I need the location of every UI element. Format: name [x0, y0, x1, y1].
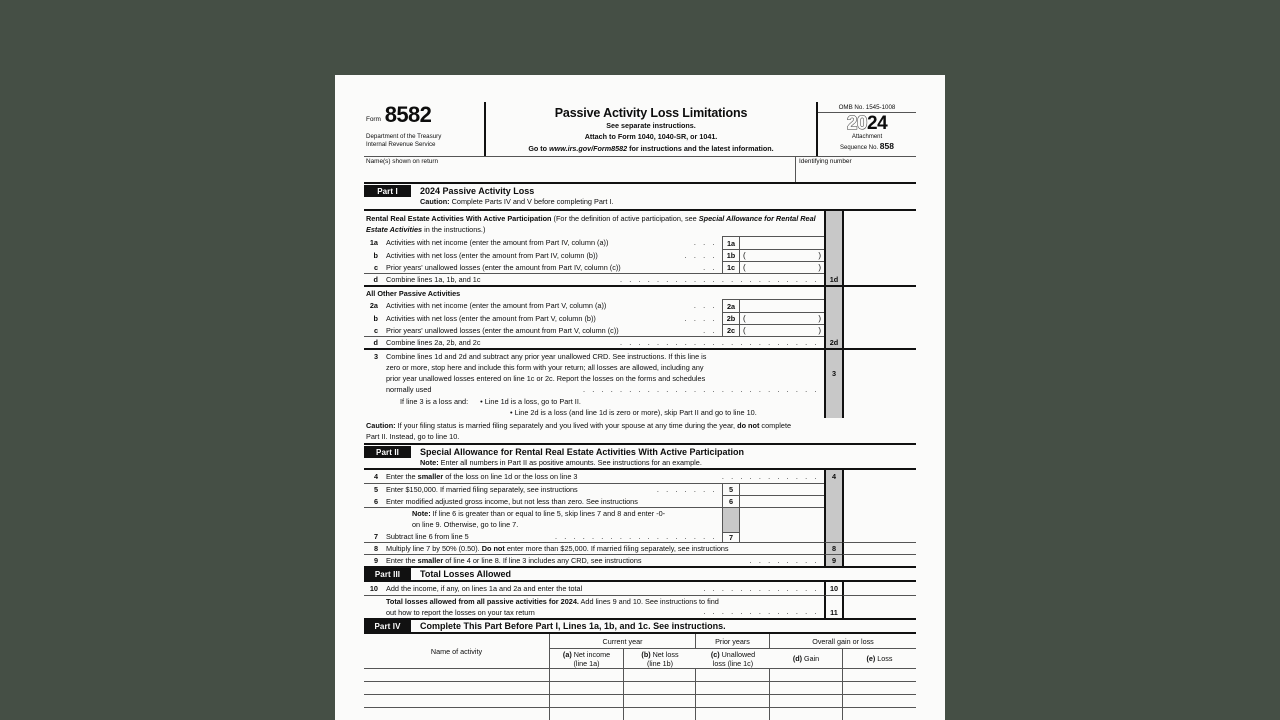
column-a-sub: (line 1a) [573, 658, 600, 668]
column-b-letter: (b) [641, 649, 651, 659]
identifying-number-label: Identifying number [799, 158, 852, 166]
line-9-text [384, 555, 642, 566]
part-1-caution-text: Complete Parts IV and V before completing Part I. [449, 197, 614, 207]
line-3-condition-lead: If line 3 is a loss and: [400, 397, 469, 407]
line-1c-box-label: 1c [726, 263, 736, 273]
part-2-badge: Part II [364, 446, 411, 458]
table-cell[interactable] [843, 707, 916, 720]
line-5-box-label: 5 [728, 485, 734, 495]
line-2b-number: b [373, 313, 378, 323]
line-6-row [364, 495, 916, 507]
line-6-note-bold: Note: [412, 509, 431, 519]
line-2d-box-label: 2d [829, 337, 839, 347]
table-cell[interactable] [624, 707, 696, 720]
line-5-text: Enter $150,000. If married filing separately, see instructions [386, 485, 578, 495]
omb-number: OMB No. 1545-1008 [818, 102, 916, 113]
form-word: Form [366, 115, 381, 123]
part-1-header [364, 184, 916, 206]
line-10-box-label: 10 [829, 584, 839, 594]
line-2c-leader: . . [703, 325, 717, 335]
paren-close: ) [818, 314, 821, 324]
line-1c-input[interactable] [739, 261, 824, 273]
column-e-text: Loss [875, 654, 893, 664]
part-1-bottom-caution [364, 418, 916, 443]
line-7-leader: . . . . . . . . . . . . . . . . . . [555, 531, 717, 541]
line-1b-box-label: 1b [726, 251, 736, 261]
line-7-block [364, 507, 916, 542]
form-sheet [364, 102, 916, 720]
rental-heading-rest: (For the definition of active participation, see [551, 214, 699, 224]
line-1c-number: c [373, 262, 378, 272]
line-2b-box-label: 2b [726, 314, 736, 324]
paren-open: ( [743, 326, 746, 336]
line-11-box-label: 11 [830, 608, 838, 618]
line-3-bullet-1-text: Line 1d is a loss, go to Part II. [484, 397, 581, 407]
tax-year [818, 113, 916, 134]
form-subtitle-1: See separate instructions. [606, 121, 696, 130]
line-2c-number: c [373, 325, 378, 335]
shade-col [824, 211, 842, 236]
line-1c-leader: . . [703, 262, 717, 272]
table-row [364, 694, 916, 707]
identifying-number-cell[interactable] [796, 157, 916, 182]
line-9-row [364, 554, 916, 566]
part-1-caution-bold: Caution: [420, 197, 450, 207]
line-6-text: Enter modified adjusted gross income, but not less than zero. See instructions [386, 496, 638, 506]
line-1d-text: Combine lines 1a, 1b, and 1c [386, 275, 481, 285]
line-2d-leader: . . . . . . . . . . . . . . . . . . . . . . [620, 338, 819, 348]
line-6-number: 6 [373, 496, 378, 506]
line-9-input[interactable] [842, 554, 916, 566]
line-10-input[interactable] [842, 582, 916, 595]
line-6-note-1 [364, 507, 722, 519]
column-c-sub: loss (line 1c) [712, 658, 754, 668]
line-2c-box-label: 2c [726, 326, 736, 336]
table-row [364, 707, 916, 720]
line-3-text-4 [384, 384, 824, 395]
table-cell[interactable] [624, 681, 696, 694]
column-a [563, 650, 610, 668]
table-cell[interactable] [550, 707, 624, 720]
total-col [842, 211, 916, 236]
tax-year-short: 24 [867, 113, 888, 134]
line-11-number-spacer-2 [364, 607, 384, 618]
line-2d-row [364, 336, 916, 348]
rental-heading [366, 213, 820, 235]
line-1d-number: d [373, 275, 378, 285]
line-3-text-4-label: normally used [386, 385, 432, 395]
part-2-header [364, 445, 916, 458]
part-2-note-bold: Note: [420, 458, 439, 468]
line-1c-row [364, 261, 916, 273]
table-cell[interactable] [550, 668, 624, 681]
omb-block [818, 102, 916, 156]
line-2a-text: Activities with net income (enter the amount from Part V, column (a)) [386, 301, 607, 311]
line-1a-input[interactable] [739, 236, 824, 249]
line-8-number: 8 [373, 544, 378, 554]
table-cell[interactable] [364, 707, 550, 720]
form-subtitle-3 [490, 144, 812, 154]
table-cell[interactable] [364, 681, 550, 694]
line-4-leader: . . . . . . . . . . . [721, 472, 819, 482]
line-2d-text: Combine lines 2a, 2b, and 2c [386, 338, 481, 348]
rental-heading-bold: Rental Real Estate Activities With Active Participation [366, 214, 552, 224]
line-4-box-label: 4 [831, 472, 837, 482]
line-1b-text: Activities with net loss (enter the amount from Part IV, column (b)) [386, 250, 598, 260]
line-2a-leader: . . . [693, 301, 717, 311]
taxpayer-identity-row [364, 157, 916, 184]
line-8-emphasis: Do not [481, 544, 505, 554]
line-3-row [364, 350, 916, 418]
line-10-number: 10 [369, 584, 378, 594]
line-8-row [364, 542, 916, 554]
line-11-rest: Add lines 9 and 10. See instructions to find [578, 597, 719, 607]
line-9-number: 9 [373, 556, 378, 566]
form-subtitle-2: Attach to Form 1040, 1040-SR, or 1041. [584, 132, 718, 142]
part-4-header [364, 620, 916, 632]
table-cell[interactable] [696, 707, 770, 720]
rental-heading-row [364, 211, 916, 236]
line-3-number: 3 [373, 352, 378, 362]
tax-year-century: 20 [846, 113, 867, 134]
line-11-row [364, 595, 916, 618]
line-2a-input[interactable] [739, 299, 824, 312]
form-number: 8582 [384, 102, 432, 127]
line-9-pre: Enter the [386, 556, 418, 566]
column-c-letter: (c) [710, 649, 720, 659]
line-11-input[interactable] [842, 595, 916, 618]
line-1a-number: 1a [369, 238, 378, 248]
table-cell[interactable] [770, 694, 843, 707]
column-name-of-activity: Name of activity [430, 646, 483, 656]
line-6-note-text-1: If line 6 is greater than or equal to line 5, skip lines 7 and 8 and enter -0- [430, 509, 666, 519]
line-5-number: 5 [373, 485, 378, 495]
line-4-number: 4 [373, 472, 378, 482]
line-7-number: 7 [373, 531, 378, 541]
line-6-box-label: 6 [728, 497, 734, 507]
column-c [711, 650, 755, 668]
column-b-text: Net loss [650, 649, 679, 659]
bottom-caution-donot: do not [737, 421, 760, 431]
line-2c-text: Prior years' unallowed losses (enter the amount from Part V, column (c)) [386, 325, 619, 335]
column-d-text: Gain [802, 654, 820, 664]
table-row [364, 681, 916, 694]
form-identity-block [364, 102, 486, 156]
line-10-row [364, 582, 916, 595]
table-cell[interactable] [624, 694, 696, 707]
column-c-text: Unallowed [719, 649, 756, 659]
line-3-condition-1 [384, 395, 824, 407]
line-1a-box-label: 1a [726, 238, 736, 248]
paren-open: ( [743, 314, 746, 324]
line-2c-row [364, 324, 916, 336]
part-3-title: Total Losses Allowed [420, 569, 512, 580]
department-line-1: Department of the Treasury [366, 132, 442, 140]
group-current-year-label: Current year [550, 634, 696, 649]
line-3-condition-2: • Line 2d is a loss (and line 1d is zero or more), skip Part II and go to line 10. [510, 408, 757, 418]
line-5-input[interactable] [739, 483, 824, 495]
bottom-caution-bold: Caution: [366, 421, 396, 431]
group-prior-years [696, 634, 770, 668]
paren-close: ) [818, 326, 821, 336]
line-2a-number: 2a [369, 301, 378, 311]
line-2d-number: d [373, 338, 378, 348]
name-field-label: Name(s) shown on return [366, 158, 439, 166]
part-1-badge: Part I [364, 185, 411, 197]
line-1b-leader: . . . . [684, 250, 717, 260]
line-4-emphasis: smaller [417, 472, 444, 482]
sequence-label: Sequence No. [840, 145, 880, 152]
line-7-input[interactable] [739, 507, 824, 542]
line-3-text-3: prior year unallowed losses entered on line 1c or 2c. Report the losses on the forms and schedules [386, 374, 706, 384]
paren-open: ( [743, 263, 746, 273]
line-1d-box-label: 1d [829, 274, 839, 284]
line-3-box-label: 3 [831, 368, 837, 378]
form-title: Passive Activity Loss Limitations [554, 106, 748, 120]
rental-heading-end: in the instructions.) [422, 225, 486, 235]
sequence-number: 858 [879, 141, 894, 152]
line-6-note-2: on line 9. Otherwise, go to line 7. [412, 520, 519, 530]
form-page [335, 75, 945, 720]
line-8-pre: Multiply line 7 by 50% (0.50). [386, 544, 482, 554]
line-11-text-2: out how to report the losses on your tax return [386, 608, 535, 618]
table-cell[interactable] [843, 681, 916, 694]
line-3-text-2: zero or more, stop here and include this form with your return; all losses are allowed, including any [386, 363, 704, 373]
line-7-text: Subtract line 6 from line 5 [386, 531, 469, 541]
line-8-text [384, 543, 729, 554]
line-8-box-label: 8 [831, 544, 837, 554]
goto-prefix: Go to [528, 143, 550, 153]
line-1c-text: Prior years' unallowed losses (enter the amount from Part IV, column (c)) [386, 262, 621, 272]
line-5-row [364, 483, 916, 495]
table-cell[interactable] [770, 668, 843, 681]
column-e [867, 654, 893, 663]
line-3-bullet-1: • Line 1d is a loss, go to Part II. [480, 397, 581, 407]
bottom-caution-3: Part II. Instead, go to line 10. [366, 432, 460, 442]
line-1d-leader: . . . . . . . . . . . . . . . . . . . . . . [620, 275, 819, 285]
part-4-badge: Part IV [364, 620, 411, 632]
other-activities-heading: All Other Passive Activities [366, 289, 461, 299]
line-11-number-spacer [364, 596, 384, 607]
column-e-letter: (e) [866, 654, 876, 664]
line-2b-leader: . . . . [684, 313, 717, 323]
line-3-input[interactable] [842, 350, 916, 418]
department-line-2: Internal Revenue Service [366, 140, 436, 148]
line-2c-input[interactable] [739, 324, 824, 336]
line-6-input[interactable] [739, 495, 824, 507]
column-a-letter: (a) [562, 649, 572, 659]
group-prior-years-label: Prior years [696, 634, 770, 649]
table-cell[interactable] [364, 694, 550, 707]
goto-suffix: for instructions and the latest information. [627, 143, 774, 153]
bottom-caution-2: complete [759, 421, 792, 431]
attachment-sequence [818, 134, 916, 154]
name-field-cell[interactable] [364, 157, 796, 182]
line-2a-row [364, 299, 916, 312]
line-9-post: of line 4 or line 8. If line 3 includes any CRD, see instructions [443, 556, 642, 566]
part-2-note-text: Enter all numbers in Part II as positive amounts. See instructions for an example. [438, 458, 702, 468]
part-4-table [364, 634, 916, 720]
line-2b-row [364, 312, 916, 324]
line-11-leader: . . . . . . . . . . . . . [703, 607, 819, 617]
column-a-text: Net income [571, 649, 611, 659]
line-8-input[interactable] [842, 542, 916, 554]
paren-close: ) [818, 251, 821, 261]
line-9-emphasis: smaller [417, 556, 444, 566]
table-cell[interactable] [696, 681, 770, 694]
line-4-text [384, 471, 577, 482]
line-1b-number: b [373, 250, 378, 260]
line-8-post: enter more than $25,000. If married filing separately, see instructions [504, 544, 729, 554]
group-overall-label: Overall gain or loss [770, 634, 916, 649]
table-cell[interactable] [550, 694, 624, 707]
line-9-box-label: 9 [831, 556, 837, 566]
form-title-block [486, 102, 818, 156]
form-masthead [364, 102, 916, 157]
line-1d-input[interactable] [842, 273, 916, 285]
line-1a-text: Activities with net income (enter the amount from Part IV, column (a)) [386, 238, 609, 248]
table-cell[interactable] [843, 668, 916, 681]
line-5-leader: . . . . . . . [656, 485, 717, 495]
table-cell[interactable] [843, 694, 916, 707]
part-4-group-header-row [364, 634, 916, 668]
group-overall [770, 634, 916, 668]
line-1b-row [364, 249, 916, 261]
part-2-title: Special Allowance for Rental Real Estate Activities With Active Participation [420, 447, 745, 458]
paren-open: ( [743, 251, 746, 261]
other-activities-heading-row [364, 287, 916, 299]
line-4-input[interactable] [842, 470, 916, 483]
line-2a-box-label: 2a [726, 301, 736, 311]
part-2-note [364, 458, 916, 468]
paren-close: ) [818, 263, 821, 273]
line-1a-row [364, 236, 916, 249]
line-2b-text: Activities with net loss (enter the amount from Part V, column (b)) [386, 313, 596, 323]
column-d-letter: (d) [792, 654, 802, 664]
part-3-badge: Part III [364, 568, 411, 580]
line-2d-input[interactable] [842, 336, 916, 348]
part-4-rows [364, 668, 916, 720]
line-3-bullet-2-text: Line 2d is a loss (and line 1d is zero or more), skip Part II and go to line 10. [514, 408, 757, 418]
line-1b-input[interactable] [739, 249, 824, 261]
part-1-caution [364, 197, 916, 206]
table-cell[interactable] [550, 681, 624, 694]
line-10-text: Add the income, if any, on lines 1a and 2a and enter the total [386, 584, 583, 594]
line-2b-input[interactable] [739, 312, 824, 324]
attachment-label: Attachment [851, 133, 883, 140]
line-10-leader: . . . . . . . . . . . . . [703, 584, 819, 594]
table-cell[interactable] [770, 681, 843, 694]
table-cell[interactable] [696, 668, 770, 681]
line-4-row [364, 470, 916, 483]
table-cell[interactable] [364, 668, 550, 681]
line-3-text-1: Combine lines 1d and 2d and subtract any prior year unallowed CRD. See instructions. If this line is [386, 352, 707, 362]
table-cell[interactable] [696, 694, 770, 707]
part-1-title: 2024 Passive Activity Loss [420, 186, 535, 197]
line-11-bold: Total losses allowed from all passive activities for 2024. [386, 597, 579, 607]
table-cell[interactable] [770, 707, 843, 720]
line-11-text-1 [384, 596, 719, 607]
table-row [364, 668, 916, 681]
column-d [793, 654, 819, 663]
line-3-leader: . . . . . . . . . . . . . . . . . . . . . . . . . . [583, 385, 819, 395]
column-b-sub: (line 1b) [647, 658, 673, 668]
line-4-post: of the loss on line 1d or the loss on line 3 [443, 472, 578, 482]
issuing-agency [364, 126, 484, 149]
part-4-title: Complete This Part Before Part I, Lines 1a, 1b, and 1c. See instructions. [420, 621, 726, 632]
table-cell[interactable] [624, 668, 696, 681]
line-1d-row [364, 273, 916, 285]
irs-url: www.irs.gov/Form8582 [549, 143, 628, 153]
group-current-year [550, 634, 696, 668]
part-3-header [364, 568, 916, 580]
line-4-pre: Enter the [386, 472, 418, 482]
line-7-box-label: 7 [723, 532, 739, 542]
column-b [641, 650, 678, 668]
line-1a-leader: . . . [693, 238, 717, 248]
bottom-caution-1: If your filing status is married filing separately and you lived with your spouse at any time during the year, [395, 421, 738, 431]
rental-heading-italic: Special Allowance for Rental Real Estate Activities [366, 214, 816, 235]
line-9-leader: . . . . . . . . [749, 556, 819, 566]
